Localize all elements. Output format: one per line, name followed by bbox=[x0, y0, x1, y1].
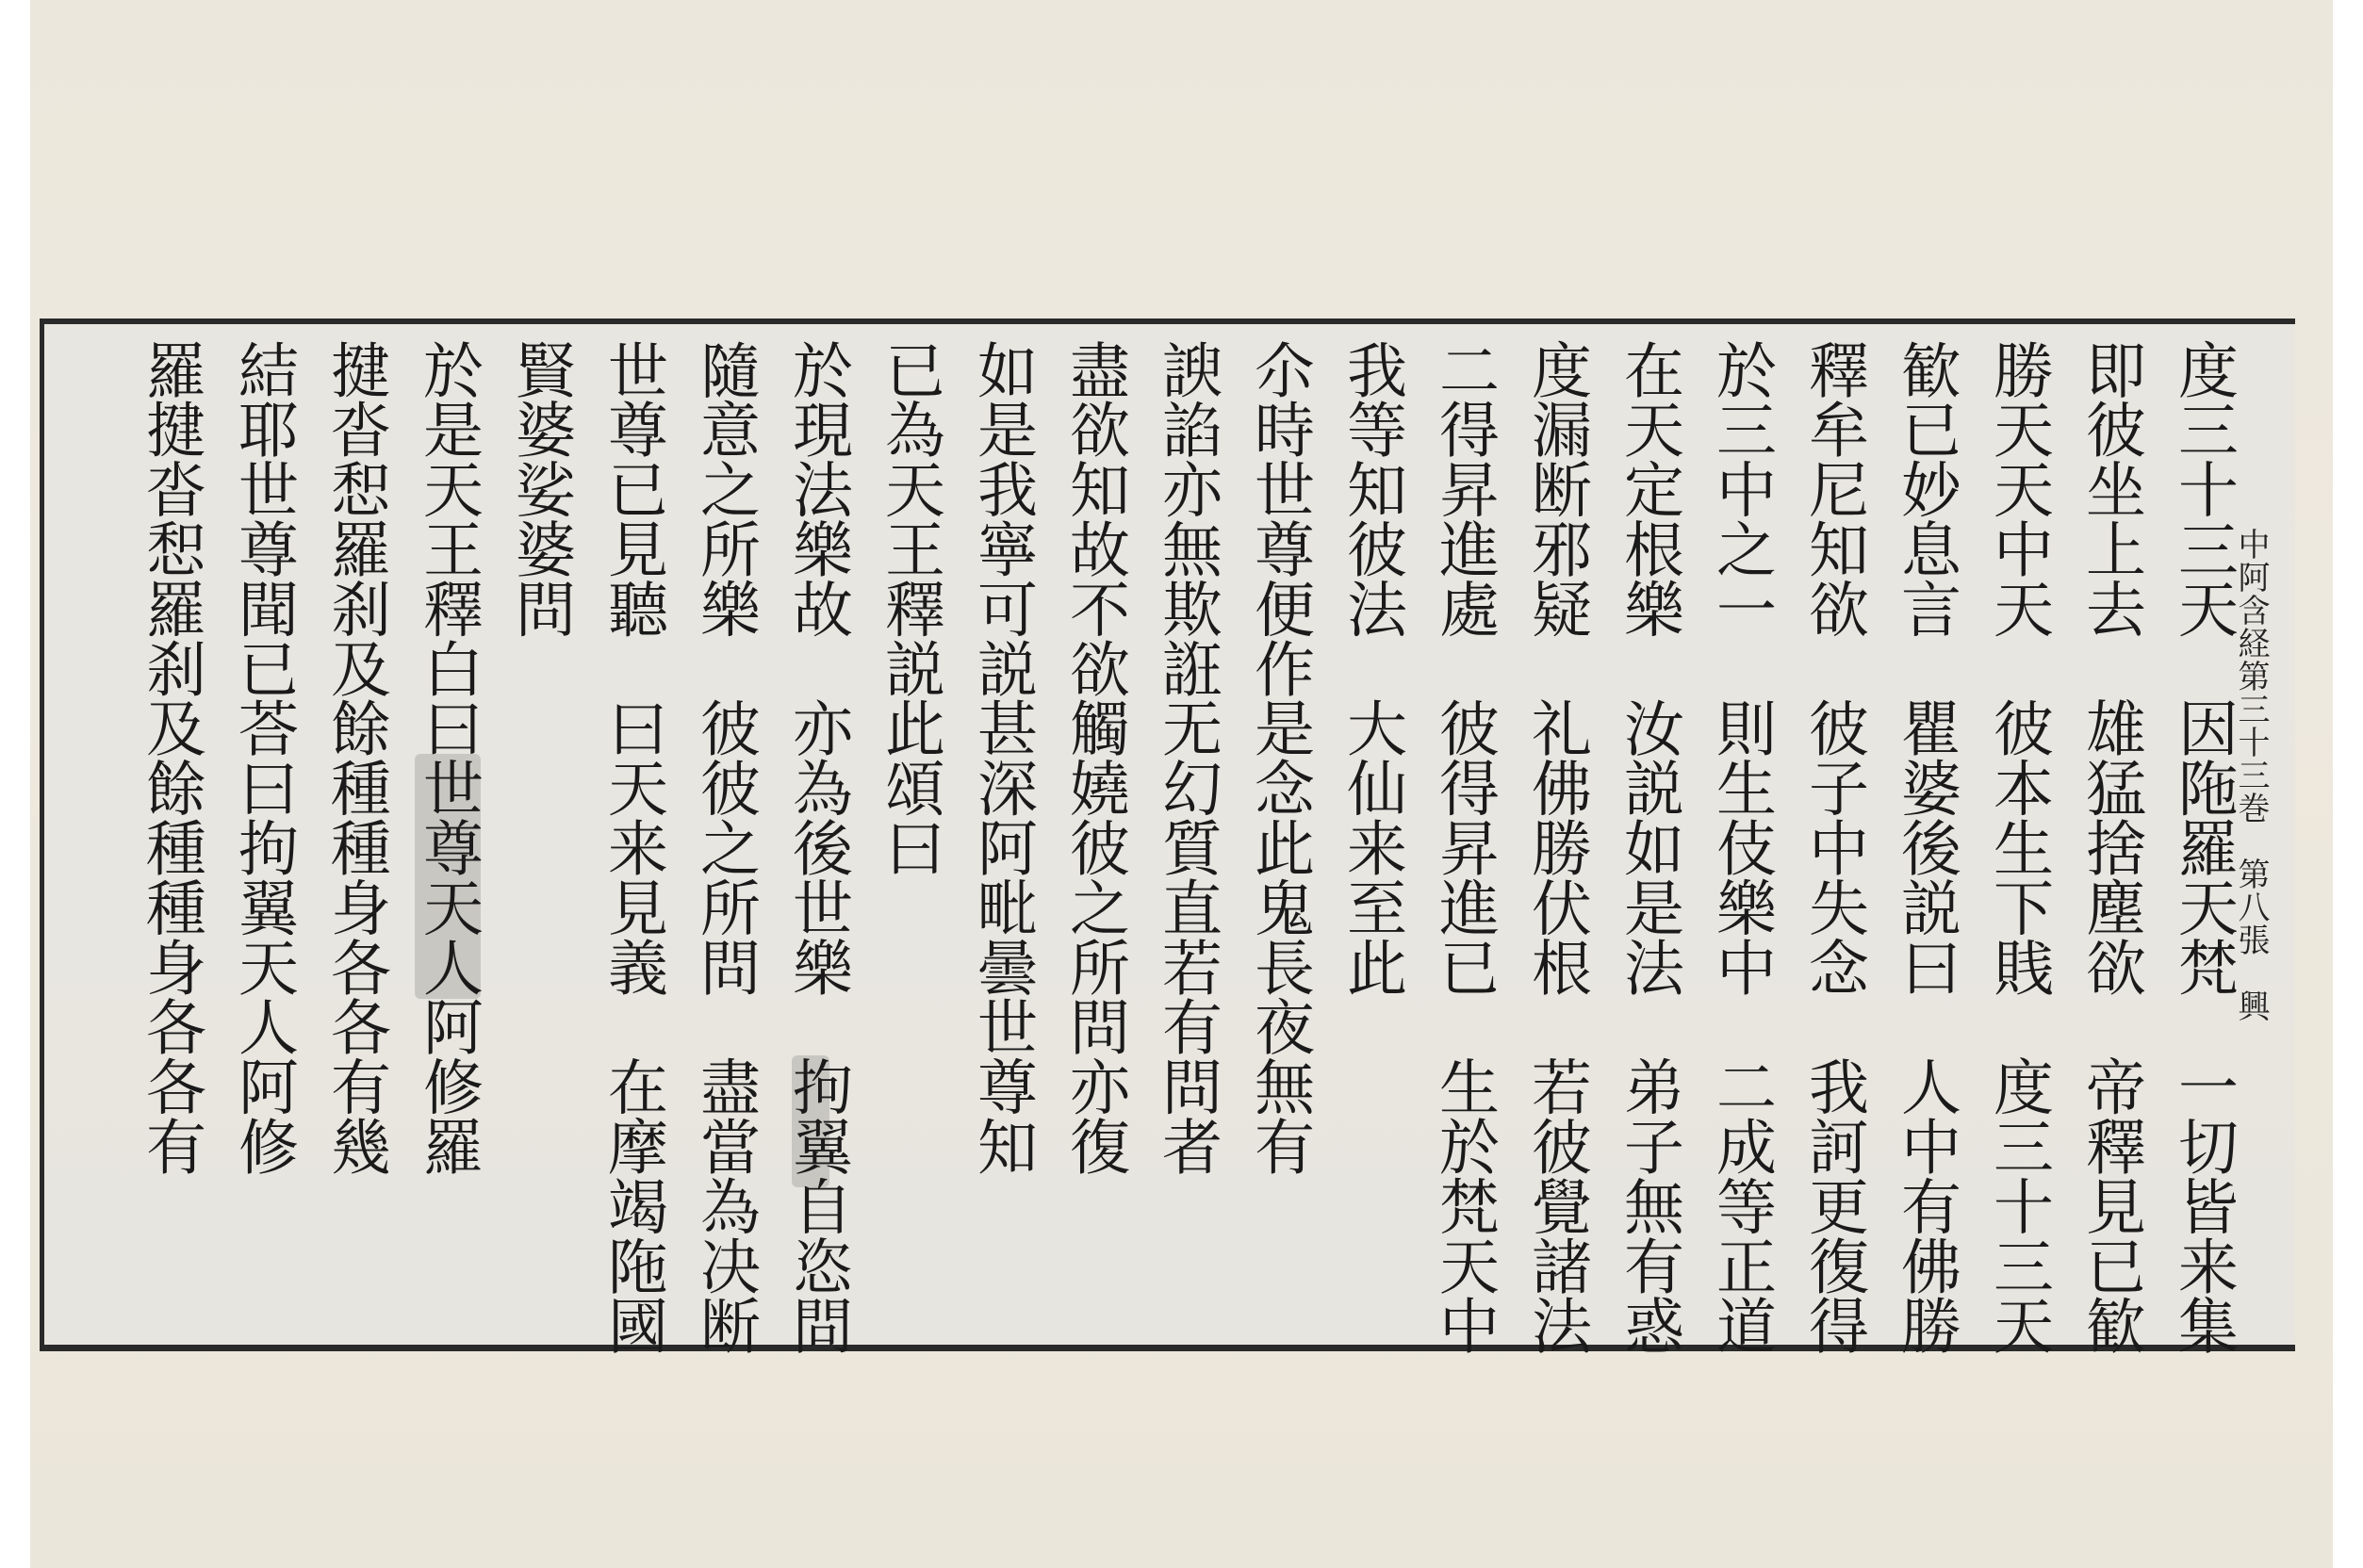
text-column: 二得昇進處 彼得昇進已 生於梵天中 bbox=[1429, 339, 1499, 1355]
text-column: 我等知彼法 大仙来至此 bbox=[1337, 339, 1406, 997]
text-column: 諛諂亦無欺誑无幻質直若有問者 bbox=[1152, 339, 1222, 1176]
text-column: 度三十三天 因陁羅天梵 一切皆来集 bbox=[2168, 339, 2238, 1355]
text-column: 歓已妙息言 瞿婆後説曰 人中有佛勝 bbox=[1891, 339, 1961, 1355]
text-column: 隨意之所樂 彼彼之所問 盡當為决断 bbox=[690, 339, 760, 1355]
text-column: 盡欲知故不欲觸嬈彼之所問亦復 bbox=[1059, 339, 1129, 1176]
text-column: 如是我寧可説甚深阿毗曇世尊知 bbox=[967, 339, 1037, 1176]
text-column: 揵沓惒羅刹及餘種種身各各有幾 bbox=[320, 339, 390, 1176]
text-column: 已為天王釋説此頌曰 bbox=[875, 339, 944, 877]
text-column: 結耶世尊聞已荅曰拘翼天人阿修 bbox=[228, 339, 298, 1176]
text-column: 羅揵沓惒羅刹及餘種種身各各有 bbox=[136, 339, 205, 1176]
text-column: 勝天天中天 彼本生下賎 度三十三天 bbox=[1983, 339, 2053, 1355]
text-column: 在天定根樂 汝説如是法 弟子無有惑 bbox=[1614, 339, 1683, 1355]
text-column: 於三中之一 則生伎樂中 二成等正道 bbox=[1706, 339, 1776, 1355]
text-columns bbox=[57, 339, 2238, 1355]
text-column: 度漏断邪疑 礼佛勝伏根 若彼覺諸法 bbox=[1521, 339, 1591, 1355]
text-column: 於現法樂故 亦為後世樂 拘翼自恣問 bbox=[782, 339, 852, 1355]
margin-note: 中阿含経第三十三巻 第八張 興 bbox=[2232, 528, 2270, 1022]
text-column: 釋牟尼知欲 彼子中失念 我訶更復得 bbox=[1798, 339, 1868, 1355]
text-column: 世尊已見聽 曰天来見義 在摩竭陁國 bbox=[598, 339, 667, 1355]
text-column: 於是天王釋白曰世尊天人阿修羅 bbox=[413, 339, 483, 1176]
text-column: 尒時世尊便作是念此鬼長夜無有 bbox=[1244, 339, 1314, 1176]
text-column: 即彼坐上去 雄猛捨塵欲 帝釋見已歓 bbox=[2076, 339, 2145, 1355]
text-column: 賢婆娑婆問 bbox=[505, 339, 575, 639]
